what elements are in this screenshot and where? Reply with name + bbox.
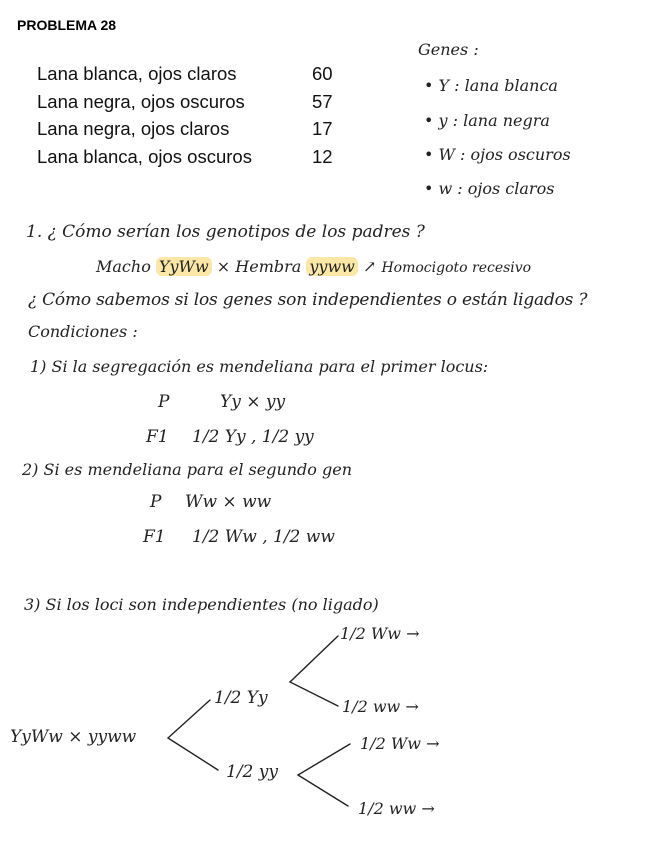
tree-leaf: 1/2 Ww → xyxy=(340,624,420,643)
tree-branch-main xyxy=(168,700,218,770)
tree-node-bottom: 1/2 yy xyxy=(226,762,278,782)
phenotype-label: Lana negra, ojos oscuros xyxy=(37,91,245,112)
p-cross: Yy × yy xyxy=(220,392,286,412)
f1-label: F1 xyxy=(143,527,166,547)
condition-3: 3) Si los loci son independientes (no ligado) xyxy=(24,595,379,614)
gene-item: • w : ojos claros xyxy=(424,179,555,198)
homocigoto-note: Homocigoto recesivo xyxy=(381,260,532,276)
hembra-genotype: yyww xyxy=(306,257,357,276)
gene-item: • y : lana negra xyxy=(424,111,550,130)
genes-heading: Genes : xyxy=(418,40,479,59)
f1-text: 1/2 Yy , 1/2 yy xyxy=(192,427,314,447)
condition-2: 2) Si es mendeliana para el segundo gen xyxy=(22,460,353,479)
tree-branch-top xyxy=(290,636,338,706)
question-1: 1. ¿ Cómo serían los genotipos de los padres ? xyxy=(26,222,425,242)
phenotype-count: 57 xyxy=(312,91,333,112)
tree-leaf: 1/2 ww → xyxy=(358,799,435,818)
hembra-label: Hembra xyxy=(235,257,302,276)
p-label: P xyxy=(150,492,162,512)
question-2: ¿ Cómo sabemos si los genes son independientes o están ligados ? xyxy=(28,290,588,310)
tree-leaf: 1/2 Ww → xyxy=(360,734,440,753)
gene-item: • Y : lana blanca xyxy=(424,76,558,95)
tree-node-top: 1/2 Yy xyxy=(214,688,268,708)
gene-item: • W : ojos oscuros xyxy=(424,145,571,164)
f1-text: 1/2 Ww , 1/2 ww xyxy=(192,527,335,547)
macho-label: Macho xyxy=(96,257,151,276)
p-label: P xyxy=(158,392,170,412)
phenotype-count: 60 xyxy=(312,63,333,84)
phenotype-count: 12 xyxy=(312,146,333,167)
page-title: PROBLEMA 28 xyxy=(17,17,117,33)
tree-branch-bottom xyxy=(298,744,350,806)
phenotype-label: Lana blanca, ojos oscuros xyxy=(37,146,252,167)
macho-genotype: YyWw xyxy=(156,257,212,276)
conditions-heading: Condiciones : xyxy=(28,322,138,341)
phenotype-count: 17 xyxy=(312,118,333,139)
condition-1: 1) Si la segregación es mendeliana para el primer locus: xyxy=(30,357,489,376)
phenotype-label: Lana negra, ojos claros xyxy=(37,118,230,139)
p-cross: Ww × ww xyxy=(185,492,272,512)
phenotype-label: Lana blanca, ojos claros xyxy=(37,63,237,84)
cross-sign: × xyxy=(216,257,231,276)
tree-parent-cross: YyWw × yyww xyxy=(10,727,137,747)
arrow-icon: ↗ xyxy=(362,257,377,276)
f1-label: F1 xyxy=(146,427,169,447)
tree-leaf: 1/2 ww → xyxy=(342,697,419,716)
